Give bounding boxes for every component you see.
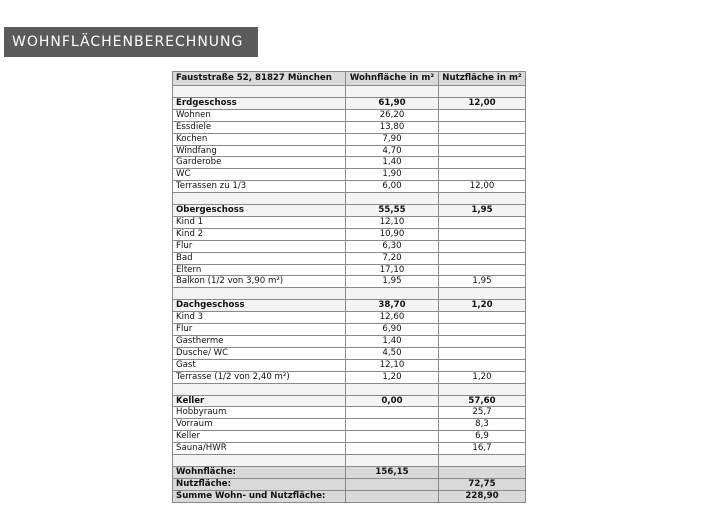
spacer-cell [439, 383, 526, 395]
room-usable-area [439, 228, 526, 240]
total-usable-area: 228,90 [439, 490, 526, 502]
room-usable-area: 1,20 [439, 371, 526, 383]
spacer-cell [439, 86, 526, 98]
room-row [173, 240, 526, 252]
room-usable-area [439, 121, 526, 133]
room-name: Bad [173, 252, 346, 264]
spacer-row [173, 86, 526, 98]
spacer-cell [173, 383, 346, 395]
floor-name: Erdgeschoss [173, 97, 346, 109]
room-living-area: 7,20 [346, 252, 439, 264]
room-usable-area [439, 324, 526, 336]
room-row [173, 133, 526, 145]
room-living-area: 4,70 [346, 145, 439, 157]
room-usable-area [439, 264, 526, 276]
room-living-area: 12,10 [346, 216, 439, 228]
room-row [173, 312, 526, 324]
room-row [173, 109, 526, 121]
room-usable-area [439, 109, 526, 121]
room-usable-area [439, 359, 526, 371]
room-name: Sauna/HWR [173, 443, 346, 455]
room-living-area: 1,40 [346, 335, 439, 347]
room-living-area: 17,10 [346, 264, 439, 276]
room-name: Hobbyraum [173, 407, 346, 419]
spacer-cell [173, 86, 346, 98]
room-name: Keller [173, 431, 346, 443]
floor-living-total: 38,70 [346, 300, 439, 312]
room-name: Gast [173, 359, 346, 371]
room-usable-area [439, 145, 526, 157]
room-name: Flur [173, 240, 346, 252]
spacer-row [173, 455, 526, 467]
floor-name: Dachgeschoss [173, 300, 346, 312]
total-label: Nutzfläche: [173, 478, 346, 490]
room-row [173, 407, 526, 419]
total-usable-area: 72,75 [439, 478, 526, 490]
room-row [173, 169, 526, 181]
room-usable-area [439, 252, 526, 264]
floor-usable-total: 1,20 [439, 300, 526, 312]
spacer-row [173, 288, 526, 300]
room-name: Flur [173, 324, 346, 336]
total-row [173, 490, 526, 502]
room-name: Gastherme [173, 335, 346, 347]
room-usable-area [439, 240, 526, 252]
floor-section-row [173, 97, 526, 109]
header-usable-area: Nutzfläche in m² [439, 72, 526, 86]
spacer-cell [173, 193, 346, 205]
room-usable-area [439, 312, 526, 324]
spacer-cell [346, 383, 439, 395]
floor-usable-total: 12,00 [439, 97, 526, 109]
room-living-area [346, 419, 439, 431]
room-living-area: 12,10 [346, 359, 439, 371]
room-usable-area: 1,95 [439, 276, 526, 288]
room-living-area [346, 431, 439, 443]
room-row [173, 359, 526, 371]
room-living-area: 26,20 [346, 109, 439, 121]
area-calculation-table [172, 71, 526, 503]
room-row [173, 157, 526, 169]
table-header-row [173, 72, 526, 86]
room-name: WC [173, 169, 346, 181]
spacer-cell [346, 288, 439, 300]
spacer-cell [346, 455, 439, 467]
floor-section-row [173, 395, 526, 407]
room-usable-area: 8,3 [439, 419, 526, 431]
spacer-cell [346, 86, 439, 98]
spacer-cell [173, 455, 346, 467]
room-living-area: 1,90 [346, 169, 439, 181]
room-living-area: 6,00 [346, 181, 439, 193]
room-row [173, 145, 526, 157]
room-row [173, 264, 526, 276]
header-address: Fauststraße 52, 81827 München [173, 72, 346, 86]
room-living-area: 10,90 [346, 228, 439, 240]
room-living-area: 1,95 [346, 276, 439, 288]
spacer-cell [439, 288, 526, 300]
room-usable-area [439, 335, 526, 347]
spacer-cell [173, 288, 346, 300]
room-living-area: 13,80 [346, 121, 439, 133]
room-name: Kind 1 [173, 216, 346, 228]
spacer-cell [439, 455, 526, 467]
room-usable-area: 6,9 [439, 431, 526, 443]
room-living-area: 4,50 [346, 347, 439, 359]
floor-living-total: 55,55 [346, 205, 439, 217]
floor-usable-total: 57,60 [439, 395, 526, 407]
room-name: Garderobe [173, 157, 346, 169]
room-row [173, 216, 526, 228]
floor-section-row [173, 300, 526, 312]
room-row [173, 181, 526, 193]
spacer-row [173, 193, 526, 205]
page-title-banner [4, 27, 258, 57]
room-name: Kochen [173, 133, 346, 145]
room-usable-area [439, 347, 526, 359]
header-living-area: Wohnfläche in m² [346, 72, 439, 86]
room-row [173, 324, 526, 336]
total-row [173, 466, 526, 478]
room-row [173, 371, 526, 383]
floor-name: Obergeschoss [173, 205, 346, 217]
spacer-cell [439, 193, 526, 205]
room-living-area: 12,60 [346, 312, 439, 324]
room-living-area [346, 443, 439, 455]
floor-section-row [173, 205, 526, 217]
total-row [173, 478, 526, 490]
room-row [173, 335, 526, 347]
total-usable-area [439, 466, 526, 478]
spacer-cell [346, 193, 439, 205]
room-name: Windfang [173, 145, 346, 157]
room-name: Vorraum [173, 419, 346, 431]
room-usable-area [439, 157, 526, 169]
room-row [173, 276, 526, 288]
room-living-area: 1,20 [346, 371, 439, 383]
room-usable-area: 12,00 [439, 181, 526, 193]
room-living-area: 6,30 [346, 240, 439, 252]
room-row [173, 252, 526, 264]
spacer-row [173, 383, 526, 395]
room-name: Terrasse (1/2 von 2,40 m²) [173, 371, 346, 383]
room-usable-area [439, 216, 526, 228]
room-row [173, 347, 526, 359]
total-living-area: 156,15 [346, 466, 439, 478]
total-label: Wohnfläche: [173, 466, 346, 478]
room-row [173, 443, 526, 455]
total-living-area [346, 490, 439, 502]
page-title: WOHNFLÄCHENBERECHNUNG [12, 34, 244, 50]
total-label: Summe Wohn- und Nutzfläche: [173, 490, 346, 502]
room-name: Eltern [173, 264, 346, 276]
floor-living-total: 61,90 [346, 97, 439, 109]
room-usable-area [439, 133, 526, 145]
room-row [173, 228, 526, 240]
room-usable-area [439, 169, 526, 181]
room-name: Essdiele [173, 121, 346, 133]
floor-usable-total: 1,95 [439, 205, 526, 217]
total-living-area [346, 478, 439, 490]
room-living-area: 7,90 [346, 133, 439, 145]
room-living-area [346, 407, 439, 419]
table-body [173, 72, 526, 503]
room-name: Kind 3 [173, 312, 346, 324]
room-name: Wohnen [173, 109, 346, 121]
room-name: Terrassen zu 1/3 [173, 181, 346, 193]
room-row [173, 121, 526, 133]
room-usable-area: 25,7 [439, 407, 526, 419]
floor-living-total: 0,00 [346, 395, 439, 407]
room-name: Balkon (1/2 von 3,90 m²) [173, 276, 346, 288]
room-usable-area: 16,7 [439, 443, 526, 455]
room-row [173, 419, 526, 431]
room-living-area: 6,90 [346, 324, 439, 336]
room-name: Dusche/ WC [173, 347, 346, 359]
floor-name: Keller [173, 395, 346, 407]
room-name: Kind 2 [173, 228, 346, 240]
room-living-area: 1,40 [346, 157, 439, 169]
room-row [173, 431, 526, 443]
